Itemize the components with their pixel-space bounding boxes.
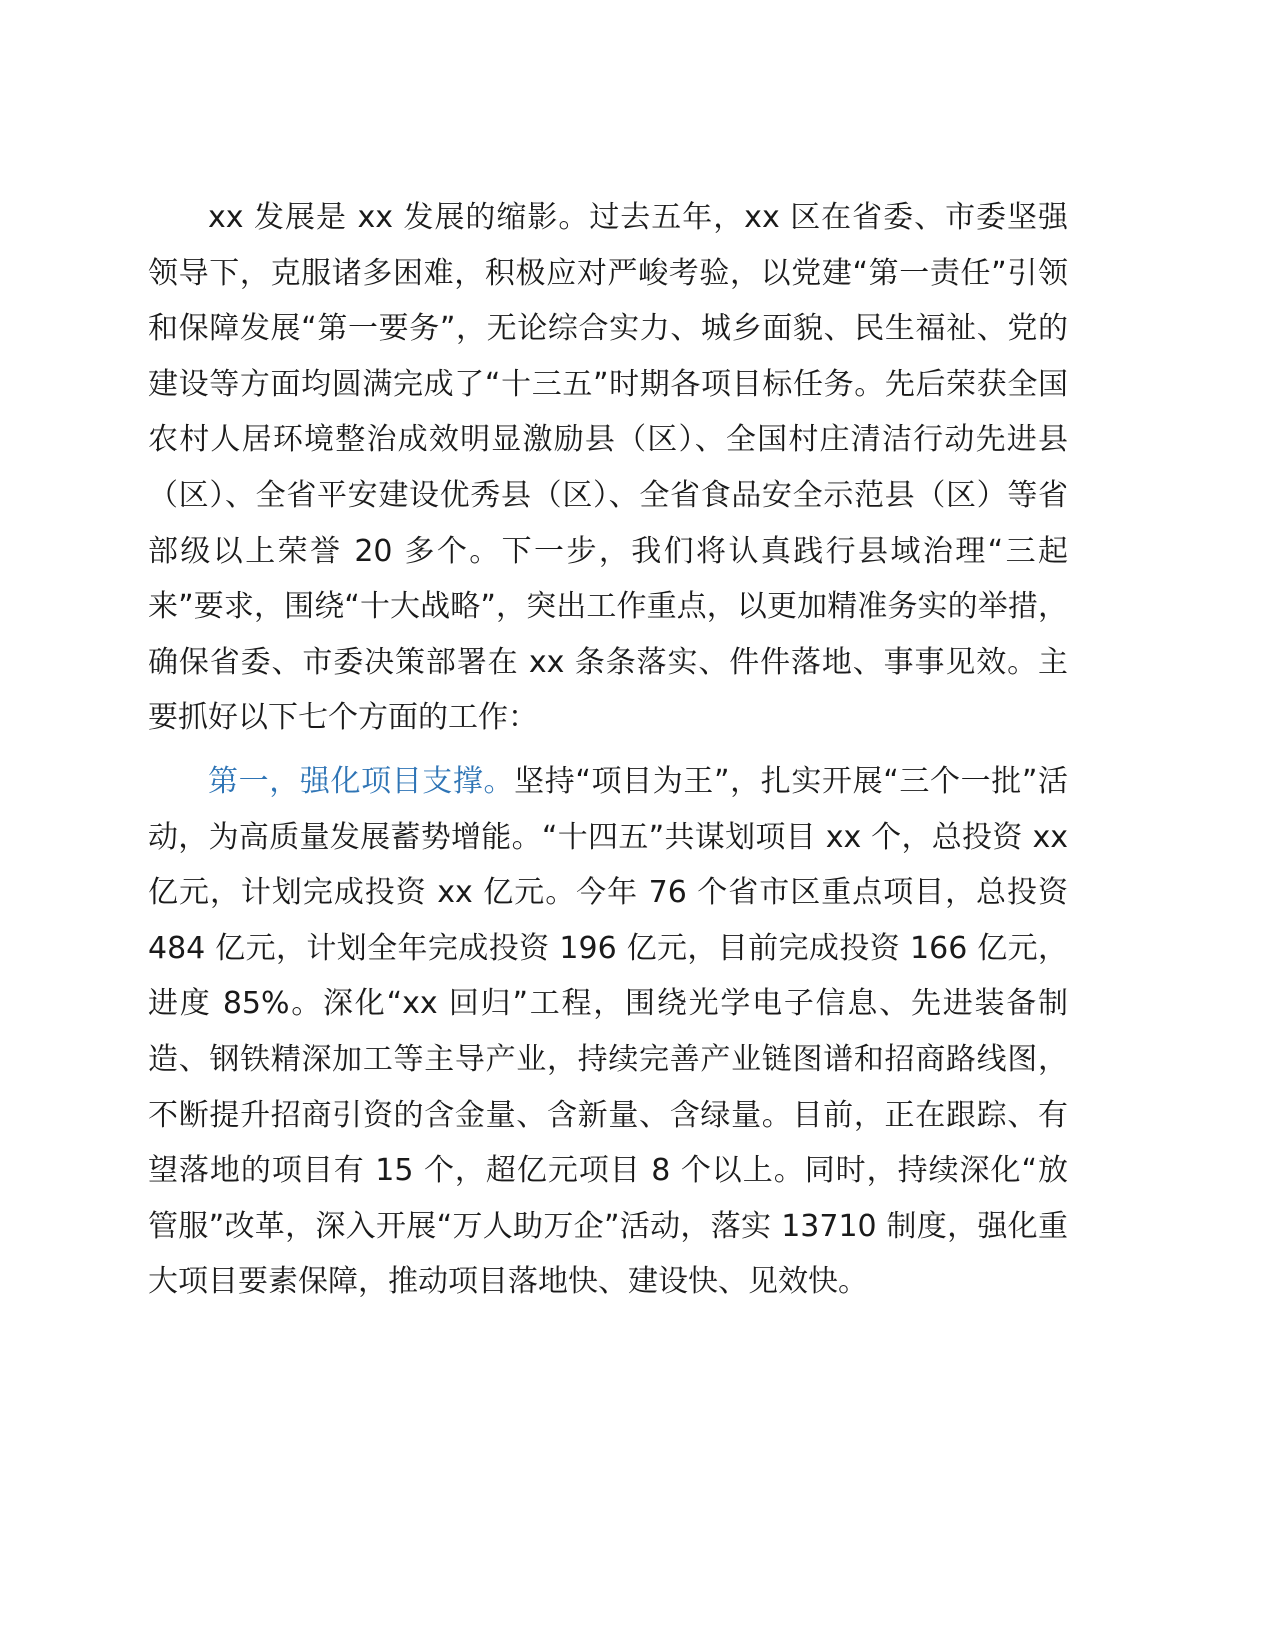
intro-paragraph xyxy=(148,190,1068,746)
paragraph-heading: 第一，强化项目支撑。 xyxy=(208,763,515,799)
paragraph-text: xx 发展是 xx 发展的缩影。过去五年，xx 区在省委、市委坚强领导下，克服诸多困难，积极应对严峻考验，以党建“第一责任”引领和保障发展“第一要务”，无论综合实力、城乡面貌、民生福祉、党的建设等方面均圆满完成了“十三五”时期各项目标任务。先后荣获全国农村人居环境整治成效明显激励县（区）、全国村庄清洁行动先进县（区）、全省平安建设优秀县（区）、全省食品安全示范县（区）等省部级以上荣誉 20 多个。下一步，我们将认真践行县域治理“三起来”要求，围绕“十大战略”，突出工作重点，以更加精准务实的举措，确保省委、市委决策部署在 xx 条条落实、件件落地、事事见效。主要抓好以下七个方面的工作： xyxy=(148,200,1068,736)
paragraph-text: 坚持“项目为王”，扎实开展“三个一批”活动，为高质量发展蓄势增能。“十四五”共谋划项目 xx 个，总投资 xx 亿元，计划完成投资 xx 亿元。今年 76 个省市区重点项目，总投资 484 亿元，计划全年完成投资 196 亿元，目前完成投资 166 亿元，进度 85%。深化“xx 回归”工程，围绕光学电子信息、先进装备制造、钢铁精深加工等主导产业，持续完善产业链图谱和招商路线图，不断提升招商引资的含金量、含新量、含绿量。目前，正在跟踪、有望落地的项目有 15 个，超亿元项目 8 个以上。同时，持续深化“放管服”改革，深入开展“万人助万企”活动，落实 13710 制度，强化重大项目要素保障，推动项目落地快、建设快、见效快。 xyxy=(148,763,1069,1300)
section-one-paragraph xyxy=(148,754,1068,1310)
document-page xyxy=(148,190,1068,1310)
